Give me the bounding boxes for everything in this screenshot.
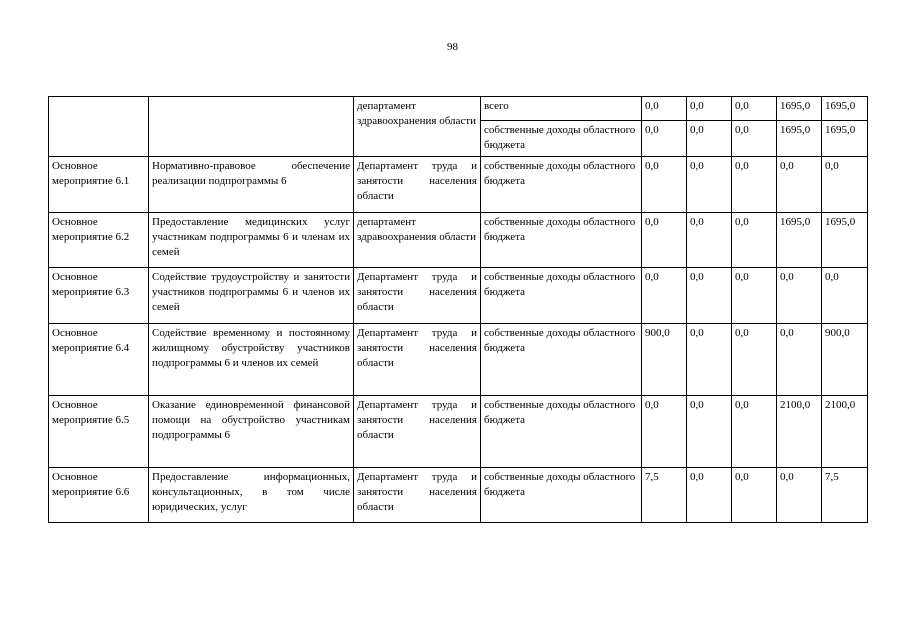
value-cell: 0,0 [732,396,777,468]
value-cell: 0,0 [642,157,687,213]
funding-source-cell: собственные доходы областного бюджета [481,324,642,396]
value-cell: 0,0 [687,97,732,121]
value-cell: 2100,0 [822,396,868,468]
funding-source-cell: собственные доходы областного бюджета [481,157,642,213]
measure-name-cell: Содействие временному и постоянному жилищному обустройству участников подпрограммы 6 и членов их семей [149,324,354,396]
executor-cell: Департамент труда и занятости населения области [354,468,481,523]
measure-number-cell: Основное мероприятие 6.2 [49,213,149,268]
executor-cell: Департамент труда и занятости населения области [354,324,481,396]
value-cell: 0,0 [777,324,822,396]
value-cell: 0,0 [732,324,777,396]
value-cell: 0,0 [642,121,687,157]
value-cell: 0,0 [642,213,687,268]
value-cell: 0,0 [642,97,687,121]
funding-source-cell: всего [481,97,642,121]
funding-source-cell: собственные доходы областного бюджета [481,396,642,468]
value-cell: 0,0 [687,121,732,157]
value-cell: 0,0 [687,268,732,324]
value-cell: 0,0 [777,268,822,324]
measure-name-cell [149,97,354,157]
value-cell: 0,0 [732,268,777,324]
value-cell: 0,0 [687,324,732,396]
measure-number-cell: Основное мероприятие 6.4 [49,324,149,396]
value-cell: 1695,0 [822,97,868,121]
measure-number-cell: Основное мероприятие 6.1 [49,157,149,213]
value-cell: 0,0 [732,97,777,121]
funding-source-cell: собственные доходы областного бюджета [481,121,642,157]
executor-cell: Департамент труда и занятости населения области [354,396,481,468]
value-cell: 0,0 [687,157,732,213]
measure-name-cell: Предоставление медицинских услуг участникам подпрограммы 6 и членам их семей [149,213,354,268]
value-cell: 0,0 [687,468,732,523]
table-row [49,157,868,213]
table-row [49,268,868,324]
value-cell: 1695,0 [822,213,868,268]
value-cell: 0,0 [777,468,822,523]
value-cell: 0,0 [642,396,687,468]
value-cell: 0,0 [822,157,868,213]
measure-name-cell: Оказание единовременной финансовой помощи на обустройство участникам подпрограммы 6 [149,396,354,468]
value-cell: 900,0 [642,324,687,396]
value-cell: 1695,0 [777,121,822,157]
value-cell: 0,0 [732,121,777,157]
funding-source-cell: собственные доходы областного бюджета [481,268,642,324]
value-cell: 1695,0 [777,213,822,268]
value-cell: 900,0 [822,324,868,396]
measure-name-cell: Предоставление информационных, консультационных, в том числе юридических, услуг [149,468,354,523]
table-row [49,468,868,523]
measure-name-cell: Нормативно-правовое обеспечение реализации подпрограммы 6 [149,157,354,213]
value-cell: 0,0 [732,213,777,268]
value-cell: 0,0 [777,157,822,213]
table-row [49,396,868,468]
executor-cell: Департамент труда и занятости населения области [354,268,481,324]
value-cell: 7,5 [822,468,868,523]
funding-source-cell: собственные доходы областного бюджета [481,213,642,268]
executor-cell: департамент здравоохранения области [354,97,481,157]
measure-number-cell: Основное мероприятие 6.6 [49,468,149,523]
table-row [49,97,868,121]
funding-source-cell: собственные доходы областного бюджета [481,468,642,523]
executor-cell: Департамент труда и занятости населения области [354,157,481,213]
measure-number-cell [49,97,149,157]
executor-cell: департамент здравоохранения области [354,213,481,268]
value-cell: 1695,0 [822,121,868,157]
value-cell: 0,0 [687,213,732,268]
measure-number-cell: Основное мероприятие 6.5 [49,396,149,468]
value-cell: 2100,0 [777,396,822,468]
value-cell: 0,0 [732,468,777,523]
value-cell: 0,0 [732,157,777,213]
page-number: 98 [447,41,458,53]
value-cell: 0,0 [642,268,687,324]
value-cell: 0,0 [687,396,732,468]
table-row [49,324,868,396]
table-row [49,213,868,268]
value-cell: 0,0 [822,268,868,324]
value-cell: 1695,0 [777,97,822,121]
value-cell: 7,5 [642,468,687,523]
measure-number-cell: Основное мероприятие 6.3 [49,268,149,324]
budget-table [48,96,868,523]
measure-name-cell: Содействие трудоустройству и занятости участников подпрограммы 6 и членов их семей [149,268,354,324]
